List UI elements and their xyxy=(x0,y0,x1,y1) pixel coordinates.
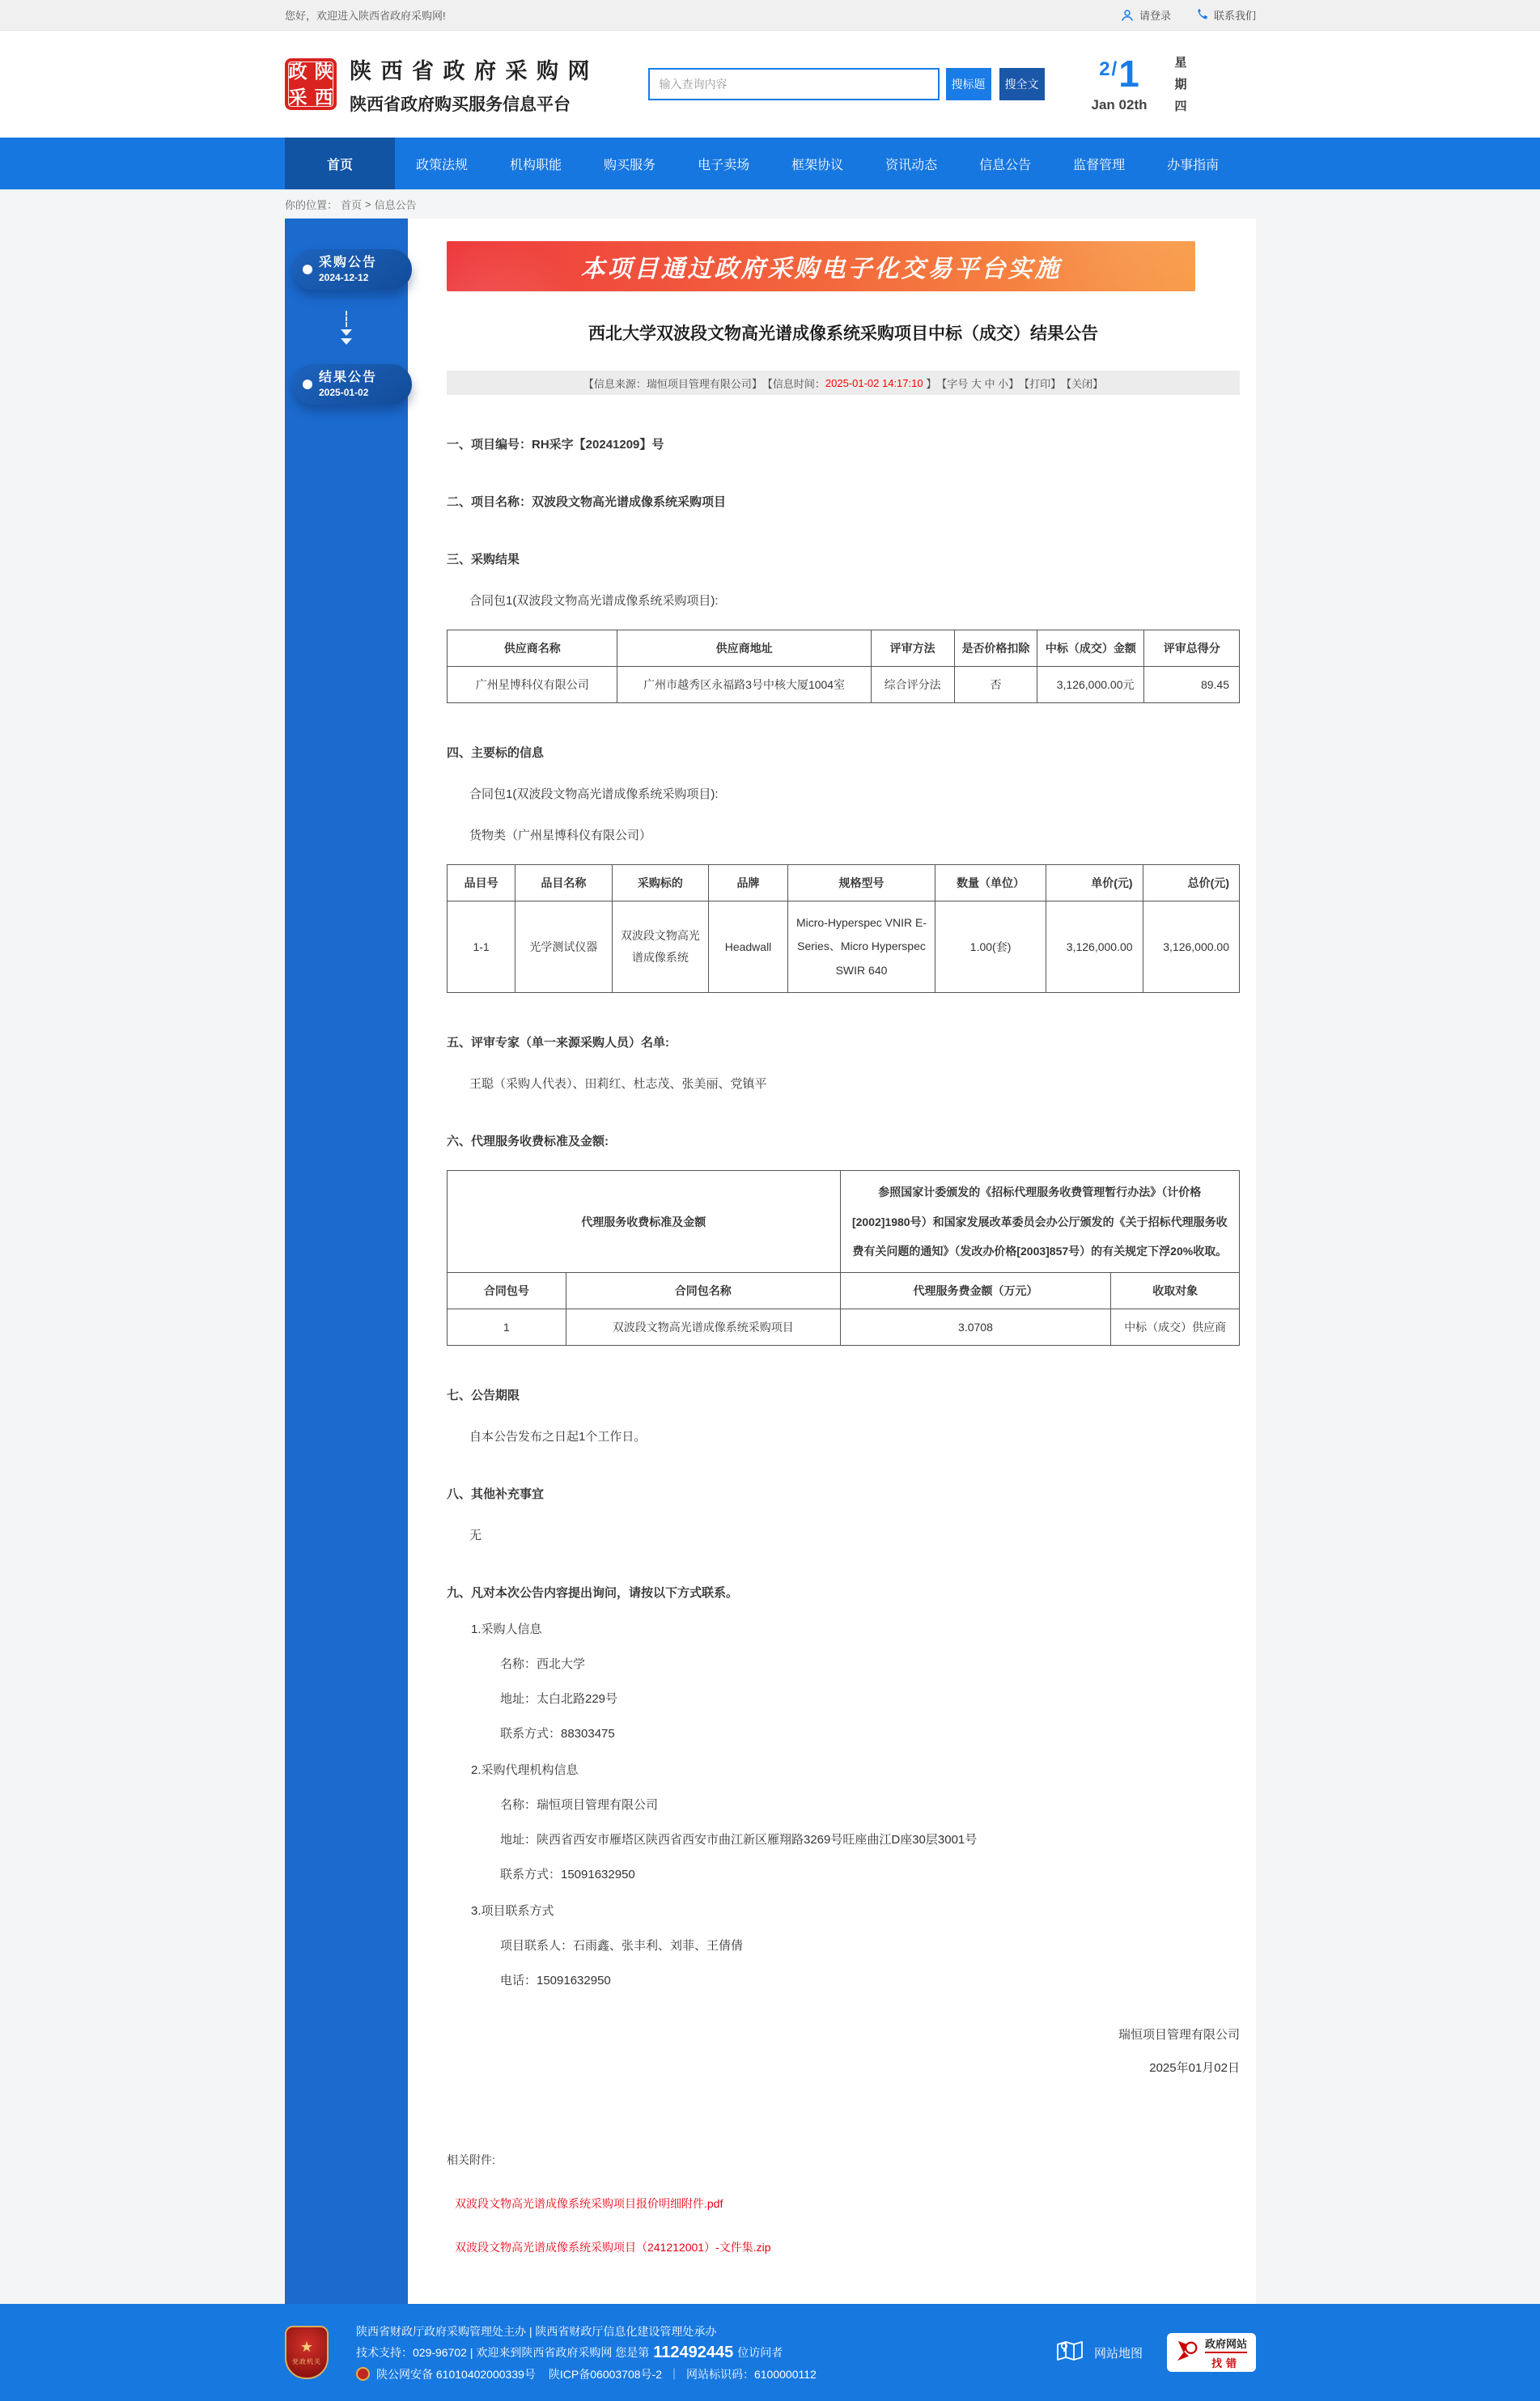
supplier-name-cell: 广州星博科仪有限公司 xyxy=(448,667,617,703)
footer-separator: ｜ xyxy=(668,2367,680,2381)
item-name-cell: 光学测试仪器 xyxy=(515,901,612,993)
section-5-experts: 王聪（采购人代表）、田莉红、杜志茂、张美丽、党镇平 xyxy=(469,1077,767,1092)
signature-date: 2025年01月02日 xyxy=(1149,2061,1240,2076)
step-title: 结果公告 xyxy=(319,370,378,384)
package-no-cell: 1 xyxy=(448,1309,566,1346)
police-badge-icon xyxy=(356,2367,370,2381)
user-icon xyxy=(1120,8,1135,23)
fontsize-large-button[interactable]: 大 xyxy=(968,377,982,390)
logo-char: 政 xyxy=(288,60,308,82)
col-header: 是否价格扣除 xyxy=(954,630,1037,667)
topbar-links xyxy=(1120,7,1256,23)
section-4-category: 货物类（广州星博科仪有限公司） xyxy=(469,829,652,842)
site-identification-code: 网站标识码：6100000112 xyxy=(685,2367,817,2381)
footer-right xyxy=(1055,2333,1256,2372)
section-4-heading: 四、主要标的信息 xyxy=(447,746,545,760)
col-header: 合同包名称 xyxy=(566,1273,840,1309)
close-button[interactable]: 【关闭】 xyxy=(1061,377,1104,390)
footer-line-support xyxy=(356,2344,817,2362)
step-date: 2025-01-02 xyxy=(319,387,369,399)
nav-item-news[interactable]: 资讯动态 xyxy=(885,158,938,172)
table-header-row xyxy=(448,865,1240,901)
section-3-heading: 三、采购结果 xyxy=(447,553,520,566)
agency-address: 地址：陕西省西安市雁塔区陕西省西安市曲江新区雁翔路3269号旺座曲江D座30层3001号 xyxy=(500,1833,978,1847)
site-logo[interactable] xyxy=(285,58,337,110)
article-meta-bar xyxy=(447,371,1240,395)
section-7-text: 自本公告发布之日起1个工作日。 xyxy=(469,1430,647,1444)
date-slash: / xyxy=(1111,58,1118,80)
section-6-heading: 六、代理服务收费标准及金额: xyxy=(447,1135,609,1149)
breadcrumb-home[interactable]: 首页 xyxy=(341,198,363,211)
total-price-cell: 3,126,000.00 xyxy=(1143,901,1239,993)
weekday-char: 四 xyxy=(1174,99,1187,113)
topbar xyxy=(0,0,1540,31)
table-header-row xyxy=(448,1273,1240,1309)
agency-phone: 联系方式：15091632950 xyxy=(500,1868,635,1882)
date-month: 2 xyxy=(1099,58,1110,80)
col-header: 评审方法 xyxy=(871,630,954,667)
purchaser-address: 地址：太白北路229号 xyxy=(500,1692,618,1707)
attachment-zip-link[interactable]: 双波段文物高光谱成像系统采购项目（241212001）-文件集.zip xyxy=(455,2241,771,2255)
fontsize-small-button[interactable]: 小 xyxy=(995,377,1009,390)
breadcrumb xyxy=(0,189,1540,218)
article-card xyxy=(408,218,1256,2304)
col-header: 单价(元) xyxy=(1046,865,1143,901)
step-date: 2024-12-12 xyxy=(319,272,369,284)
date-day: 1 xyxy=(1118,53,1139,95)
footer-support-text: 技术支持：029-96702 | 欢迎来到陕西省政府采购网 您是第 xyxy=(356,2346,650,2360)
purchaser-info-title: 1.采购人信息 xyxy=(471,1623,542,1637)
signature-block xyxy=(447,2026,1240,2076)
phone-icon xyxy=(1195,8,1209,22)
col-header: 品目号 xyxy=(448,865,515,901)
agency-info-title: 2.采购代理机构信息 xyxy=(471,1763,579,1778)
meta-time-close: 】 xyxy=(923,377,937,390)
date-widget xyxy=(1092,55,1148,113)
table-row xyxy=(448,667,1240,703)
map-icon xyxy=(1055,2338,1084,2367)
col-header: 品目名称 xyxy=(515,865,612,901)
fee-payer-cell: 中标（成交）供应商 xyxy=(1111,1309,1240,1346)
logo-char: 陕 xyxy=(314,60,333,82)
col-header: 总价(元) xyxy=(1143,865,1239,901)
badge-gov-site-label: 政府网站 xyxy=(1205,2335,1247,2353)
site-subtitle: 陕西省政府购买服务信息平台 xyxy=(350,95,571,114)
footer-line-registration xyxy=(356,2366,817,2382)
purchaser-name: 名称：西北大学 xyxy=(500,1657,586,1672)
col-header: 数量（单位） xyxy=(935,865,1046,901)
icp-filing-link[interactable]: 陕ICP备06003708号-2 xyxy=(548,2367,662,2381)
breadcrumb-current[interactable]: 信息公告 xyxy=(374,198,417,211)
meta-fontsize-label: 【字号 xyxy=(936,377,969,390)
section-5-heading: 五、评审专家（单一来源采购人员）名单: xyxy=(447,1036,669,1050)
breadcrumb-label: 你的位置： xyxy=(285,198,338,211)
nav-item-e-market[interactable]: 电子卖场 xyxy=(698,158,750,172)
brand-cell: Headwall xyxy=(709,901,788,993)
visitor-count: 112492445 xyxy=(653,2343,734,2361)
welcome-text: 您好，欢迎进入陕西省政府采购网! xyxy=(285,10,446,22)
main-band xyxy=(0,218,1540,2304)
emblem-star-icon: ★ xyxy=(299,2338,314,2355)
item-no-cell: 1-1 xyxy=(448,901,515,993)
col-header: 品牌 xyxy=(709,865,788,901)
col-header: 评审总得分 xyxy=(1144,630,1240,667)
fee-amount-cell: 3.0708 xyxy=(840,1309,1111,1346)
supplier-result-table xyxy=(447,630,1240,703)
error-magnifier-icon xyxy=(1176,2338,1200,2368)
procurement-subject-cell: 双波段文物高光谱成像系统 xyxy=(612,901,708,993)
sitemap-label: 网站地图 xyxy=(1093,2346,1143,2361)
timeline-arrow-icon xyxy=(285,311,408,345)
nav-item-framework[interactable]: 框架协议 xyxy=(791,158,844,172)
col-header: 代理服务费金额（万元） xyxy=(840,1273,1111,1309)
project-contact-phone: 电话：15091632950 xyxy=(500,1974,611,1988)
spec-model-cell: Micro-Hyperspec VNIR E-Series、Micro Hyperspec SWIR 640 xyxy=(787,901,935,993)
step-dot xyxy=(303,380,312,389)
col-header: 规格型号 xyxy=(787,865,935,901)
package-name-cell: 双波段文物高光谱成像系统采购项目 xyxy=(566,1309,840,1346)
site-header xyxy=(0,31,1540,138)
nav-item-announcements[interactable]: 信息公告 xyxy=(979,158,1032,172)
col-header: 中标（成交）金额 xyxy=(1037,630,1144,667)
login-link[interactable] xyxy=(1120,7,1171,23)
section-7-heading: 七、公告期限 xyxy=(447,1389,520,1403)
weekday-char: 星 xyxy=(1174,55,1187,70)
weekday-char: 期 xyxy=(1174,77,1187,91)
fee-standard-text-cell: 参照国家计委颁发的《招标代理服务收费管理暂行办法》（计价格[2002]1980号）和国家发展改革委员会办公厅颁发的《关于招标代理服务收费有关问题的通知》（发改办价格[2003]857号）的有关规定下浮20%收取。 xyxy=(840,1171,1239,1273)
public-security-filing-link[interactable]: 陕公网安备 61010402000339号 xyxy=(376,2367,536,2381)
subject-matter-table xyxy=(447,864,1240,993)
price-deduction-cell: 否 xyxy=(954,667,1037,703)
logo-char: 采 xyxy=(288,86,308,108)
footer-line-organizers: 陕西省财政厅政府采购管理处主办 | 陕西省财政厅信息化建设管理处承办 xyxy=(356,2324,717,2338)
meta-time-value: 2025-01-02 14:17:10 xyxy=(825,376,923,389)
timeline-step-result-notice[interactable] xyxy=(293,364,412,405)
quantity-cell: 1.00(套) xyxy=(935,901,1046,993)
meta-source: 【信息来源：瑞恒项目管理有限公司】 xyxy=(583,377,762,390)
search-bar xyxy=(648,68,1045,100)
nav-item-purchase-services[interactable]: 购买服务 xyxy=(604,158,656,172)
section-1-project-number: 一、项目编号：RH采字【20241209】号 xyxy=(447,438,664,452)
award-amount-cell: 3,126,000.00元 xyxy=(1037,667,1144,703)
col-header: 采购标的 xyxy=(612,865,708,901)
attachment-pdf-link[interactable]: 双波段文物高光谱成像系统采购项目报价明细附件.pdf xyxy=(455,2197,723,2211)
project-contact-names: 项目联系人：石雨鑫、张丰利、刘菲、王倩倩 xyxy=(500,1939,744,1953)
contact-label: 联系我们 xyxy=(1213,10,1256,22)
meta-time-label: 【信息时间： xyxy=(762,377,825,390)
search-fulltext-button[interactable]: 搜全文 xyxy=(999,68,1045,100)
badge-find-error-label: 找错 xyxy=(1211,2356,1241,2369)
site-titles xyxy=(350,53,592,116)
gov-site-error-report-badge[interactable] xyxy=(1167,2333,1256,2372)
weekday-label xyxy=(1175,52,1187,117)
section-8-heading: 八、其他补充事宜 xyxy=(447,1487,545,1502)
footer-info xyxy=(356,2319,817,2386)
unit-price-cell: 3,126,000.00 xyxy=(1046,901,1143,993)
nav-item-functions[interactable]: 机构职能 xyxy=(510,158,562,172)
fontsize-medium-button[interactable]: 中 xyxy=(981,377,995,390)
table-row xyxy=(448,1309,1240,1346)
site-title: 陕 西 省 政 府 采 购 网 xyxy=(350,58,592,83)
step-dot xyxy=(303,265,312,274)
agency-fee-table xyxy=(447,1170,1240,1346)
main-nav xyxy=(0,138,1540,189)
nav-item-home[interactable]: 首页 xyxy=(285,138,395,189)
section-4-package: 合同包1(双波段文物高光谱成像系统采购项目): xyxy=(469,787,719,801)
platform-banner: 本项目通过政府采购电子化交易平台实施 xyxy=(447,241,1195,291)
sitemap-link[interactable] xyxy=(1055,2338,1143,2367)
purchaser-phone: 联系方式：88303475 xyxy=(500,1727,615,1741)
col-header: 供应商地址 xyxy=(617,630,871,667)
section-3-package: 合同包1(双波段文物高光谱成像系统采购项目): xyxy=(469,594,719,608)
search-input[interactable] xyxy=(648,68,940,100)
attachments-label: 相关附件: xyxy=(447,2153,495,2167)
table-merged-row xyxy=(448,1171,1240,1273)
footer-visitor-suffix: 位访问者 xyxy=(737,2346,783,2360)
nav-item-guide[interactable]: 办事指南 xyxy=(1167,158,1220,172)
step-title: 采购公告 xyxy=(319,255,378,269)
fee-standard-label-cell: 代理服务收费标准及金额 xyxy=(448,1171,841,1273)
table-row xyxy=(448,901,1240,993)
print-button[interactable]: 【打印】 xyxy=(1019,377,1062,390)
col-header: 收取对象 xyxy=(1111,1273,1240,1309)
section-8-text: 无 xyxy=(469,1529,482,1543)
meta-fontsize-close: 】 xyxy=(1008,377,1020,390)
date-english: Jan 02th xyxy=(1091,97,1148,112)
site-footer xyxy=(0,2304,1540,2401)
col-header: 供应商名称 xyxy=(448,630,617,667)
col-header: 合同包号 xyxy=(448,1273,566,1309)
review-method-cell: 综合评分法 xyxy=(871,667,954,703)
section-2-project-name: 二、项目名称：双波段文物高光谱成像系统采购项目 xyxy=(447,495,727,509)
signature-org: 瑞恒项目管理有限公司 xyxy=(1118,2028,1240,2043)
timeline-sidebar xyxy=(285,218,408,2304)
logo-char: 西 xyxy=(314,86,333,108)
government-emblem-icon xyxy=(285,2326,329,2379)
login-label: 请登录 xyxy=(1139,10,1171,22)
project-contact-title: 3.项目联系方式 xyxy=(471,1904,554,1919)
article-title: 西北大学双波段文物高光谱成像系统采购项目中标（成交）结果公告 xyxy=(588,325,1098,343)
nav-item-supervision[interactable]: 监督管理 xyxy=(1073,158,1126,172)
section-9-heading: 九、凡对本次公告内容提出询问，请按以下方式联系。 xyxy=(447,1586,739,1601)
timeline-step-procurement-notice[interactable] xyxy=(293,249,412,290)
breadcrumb-separator: > xyxy=(365,197,371,210)
agency-name: 名称：瑞恒项目管理有限公司 xyxy=(500,1798,659,1813)
review-score-cell: 89.45 xyxy=(1144,667,1240,703)
contact-link[interactable] xyxy=(1195,7,1256,23)
emblem-label: 党政机关 xyxy=(292,2357,321,2365)
supplier-address-cell: 广州市越秀区永福路3号中核大厦1004室 xyxy=(617,667,871,703)
table-header-row xyxy=(448,630,1240,667)
search-title-button[interactable]: 搜标题 xyxy=(946,68,991,100)
nav-item-policies[interactable]: 政策法规 xyxy=(416,158,469,172)
